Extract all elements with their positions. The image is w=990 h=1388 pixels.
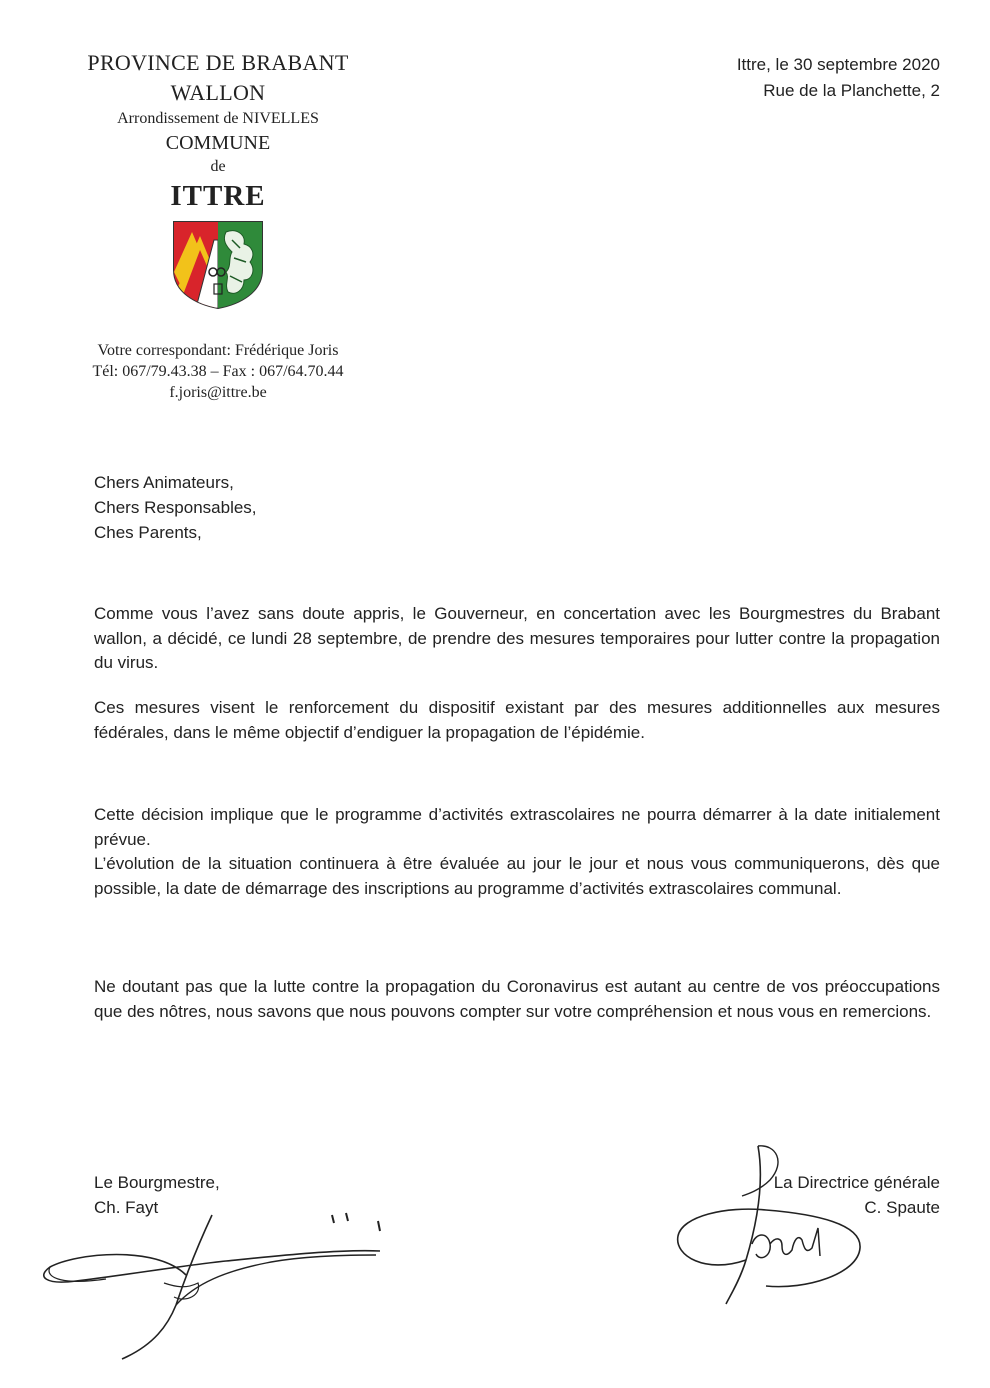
arrondissement: Arrondissement de NIVELLES <box>117 110 319 127</box>
phone-fax: Tél: 067/79.43.38 – Fax : 067/64.70.44 <box>92 363 344 380</box>
greeting-block <box>94 470 940 545</box>
contact-block <box>60 340 376 403</box>
director-name: C. Spaute <box>864 1198 940 1217</box>
address-line: Rue de la Planchette, 2 <box>763 81 940 100</box>
greeting-line: Chers Responsables, <box>94 498 257 517</box>
greeting-line: Ches Parents, <box>94 523 202 542</box>
province-name-line1: PROVINCE DE BRABANT <box>87 50 349 75</box>
paragraph-decision <box>94 803 940 901</box>
place-date-block <box>737 52 940 104</box>
ittre-coat-of-arms-icon <box>170 218 266 310</box>
town-name: ITTRE <box>170 180 266 212</box>
mayor-title: Le Bourgmestre, <box>94 1173 220 1192</box>
mayor-signature-icon <box>36 1205 396 1365</box>
de-label: de <box>210 158 226 175</box>
province-name-line2: WALLON <box>170 80 266 105</box>
commune-label: COMMUNE <box>165 132 271 154</box>
mayor-name: Ch. Fayt <box>94 1198 159 1217</box>
paragraph-announcement: Comme vous l’avez sans doute appris, le Gouverneur, en concertation avec les Bourgmestres du Brabant wallon, a décidé, ce lundi 28 septembre, de prendre des mesures temporaires pour lutter contre la propagation du virus. <box>94 604 940 672</box>
paragraph-measures: Ces mesures visent le renforcement du dispositif existant par des mesures additionnelles aux mesures fédérales, dans le même objectif d’endiguer la propagation de l’épidémie. <box>94 698 940 742</box>
paragraph-decision-line: Cette décision implique que le programme d’activités extrascolaires ne pourra démarrer à la date initialement prévue. <box>94 805 940 849</box>
paragraph-evolution: L’évolution de la situation continuera à être évaluée au jour le jour et nous vous communiquerons, dès que possible, la date de démarrage des inscriptions au programme d’activités extrascolaires communal. <box>94 854 940 898</box>
director-title: La Directrice générale <box>773 1173 940 1192</box>
correspondent: Votre correspondant: Frédérique Joris <box>97 342 339 359</box>
date-line: Ittre, le 30 septembre 2020 <box>736 55 940 74</box>
greeting-line: Chers Animateurs, <box>94 473 234 492</box>
paragraph-closing: Ne doutant pas que la lutte contre la propagation du Coronavirus est autant au centre de vos préoccupations que des nôtres, nous savons que nous pouvons compter sur votre compréhension et nous vous en remercions. <box>94 977 940 1021</box>
email-address: f.joris@ittre.be <box>169 384 267 401</box>
letterhead <box>60 48 376 403</box>
director-signature-icon <box>666 1140 876 1310</box>
